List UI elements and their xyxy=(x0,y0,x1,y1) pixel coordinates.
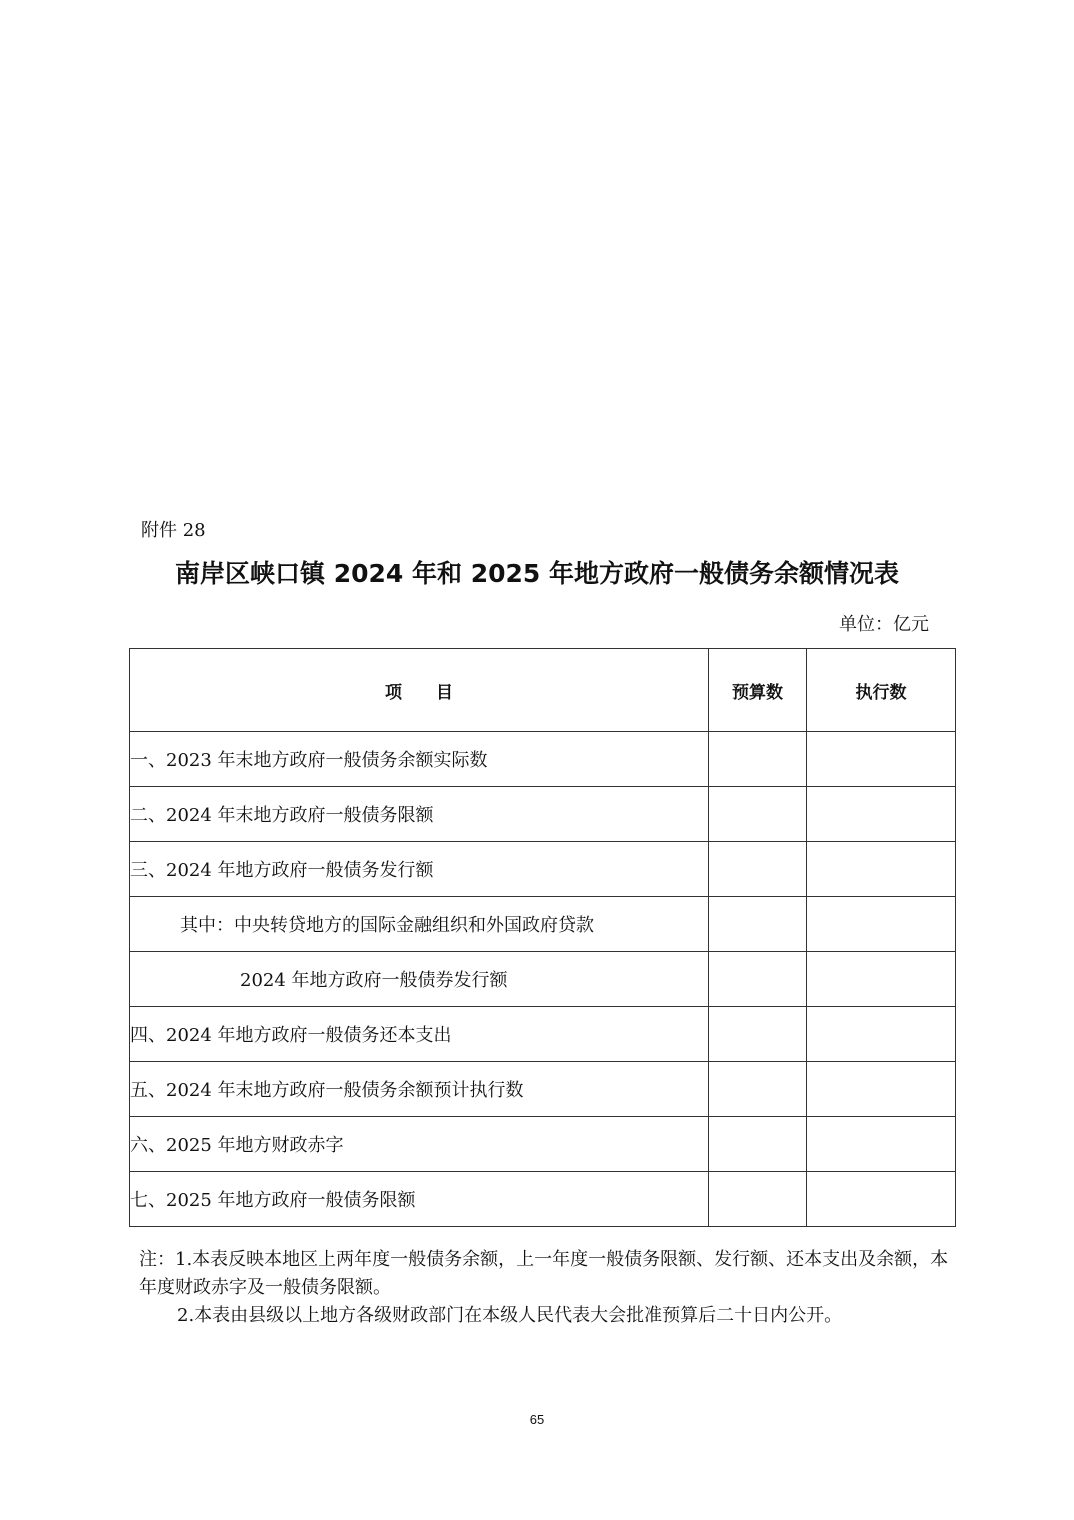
row-label: 三、2024 年地方政府一般债务发行额 xyxy=(130,842,709,897)
header-budget: 预算数 xyxy=(709,649,807,732)
row-budget xyxy=(709,952,807,1007)
row-budget xyxy=(709,1062,807,1117)
row-budget xyxy=(709,787,807,842)
row-budget xyxy=(709,732,807,787)
page-number: 65 xyxy=(529,1412,545,1427)
header-row xyxy=(130,649,956,732)
table-body xyxy=(130,732,956,1227)
row-execution xyxy=(807,897,956,952)
row-execution xyxy=(807,1117,956,1172)
row-label: 2024 年地方政府一般债券发行额 xyxy=(130,952,709,1007)
row-execution xyxy=(807,1007,956,1062)
row-label: 二、2024 年末地方政府一般债务限额 xyxy=(130,787,709,842)
table-row xyxy=(130,732,956,787)
row-label: 四、2024 年地方政府一般债务还本支出 xyxy=(130,1007,709,1062)
row-budget xyxy=(709,897,807,952)
row-execution xyxy=(807,732,956,787)
row-budget xyxy=(709,842,807,897)
table-row xyxy=(130,842,956,897)
row-label: 六、2025 年地方财政赤字 xyxy=(130,1117,709,1172)
table-row xyxy=(130,1062,956,1117)
table-header xyxy=(130,649,956,732)
row-label: 一、2023 年末地方政府一般债务余额实际数 xyxy=(130,732,709,787)
notes xyxy=(139,1246,959,1330)
attachment-label: 附件 28 xyxy=(141,520,206,541)
row-budget xyxy=(709,1172,807,1227)
note-2: 2.本表由县级以上地方各级财政部门在本级人民代表大会批准预算后二十日内公开。 xyxy=(177,1305,843,1326)
table-row xyxy=(130,787,956,842)
table-row xyxy=(130,952,956,1007)
note-1: 注：1.本表反映本地区上两年度一般债务余额，上一年度一般债务限额、发行额、还本支出及余额，本年度财政赤字及一般债务限额。 xyxy=(139,1249,949,1298)
row-execution xyxy=(807,1062,956,1117)
row-label: 五、2024 年末地方政府一般债务余额预计执行数 xyxy=(130,1062,709,1117)
header-item: 项 目 xyxy=(130,649,709,732)
row-execution xyxy=(807,787,956,842)
row-execution xyxy=(807,1172,956,1227)
table-row xyxy=(130,1172,956,1227)
header-execution: 执行数 xyxy=(807,649,956,732)
page-title: 南岸区峡口镇 2024 年和 2025 年地方政府一般债务余额情况表 xyxy=(175,559,899,588)
unit-label: 单位：亿元 xyxy=(839,614,929,635)
row-budget xyxy=(709,1117,807,1172)
table-row xyxy=(130,897,956,952)
table-row xyxy=(130,1007,956,1062)
row-label: 其中：中央转贷地方的国际金融组织和外国政府贷款 xyxy=(130,897,709,952)
row-label: 七、2025 年地方政府一般债务限额 xyxy=(130,1172,709,1227)
row-execution xyxy=(807,952,956,1007)
row-budget xyxy=(709,1007,807,1062)
row-execution xyxy=(807,842,956,897)
table-row xyxy=(130,1117,956,1172)
debt-table xyxy=(129,648,956,1227)
